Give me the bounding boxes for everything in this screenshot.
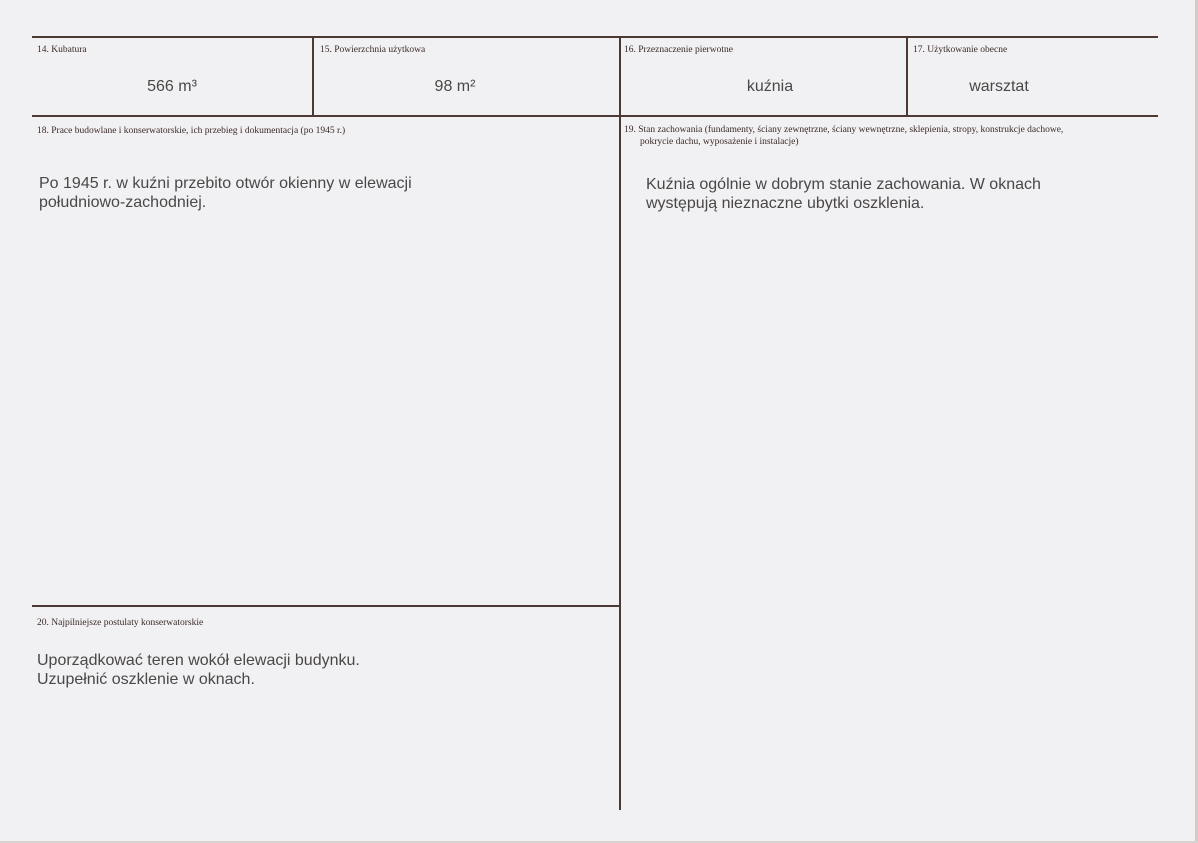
- uzytkowanie-label: 17. Użytkowanie obecne: [913, 45, 1008, 55]
- powierzchnia-label: 15. Powierzchnia użytkowa: [320, 45, 426, 55]
- stan-line-2: występują nieznaczne ubytki oszklenia.: [646, 195, 925, 212]
- prace-label: 18. Prace budowlane i konserwatorskie, ich przebieg i dokumentacja (po 1945 r.): [37, 126, 346, 136]
- stan-label-line-2: pokrycie dachu, wyposażenie i instalacje): [640, 137, 799, 147]
- uzytkowanie-value: warsztat: [969, 78, 1029, 95]
- header-divider-1: [312, 36, 314, 117]
- stan-label-line-1: 19. Stan zachowania (fundamenty, ściany zewnętrzne, ściany wewnętrzne, sklepienia, stropy, konstrukcje dachowe,: [624, 125, 1064, 135]
- top-rule: [32, 36, 1158, 38]
- header-bottom-rule: [32, 115, 1158, 117]
- main-center-divider: [619, 36, 621, 810]
- przeznaczenie-label: 16. Przeznaczenie pierwotne: [624, 45, 733, 55]
- postulaty-line-2: Uzupełnić oszklenie w oknach.: [37, 671, 255, 688]
- postulaty-line-1: Uporządkować teren wokół elewacji budynku.: [37, 652, 360, 669]
- przeznaczenie-value: kuźnia: [746, 78, 794, 95]
- powierzchnia-value: 98 m²: [434, 78, 476, 95]
- header-divider-3: [906, 36, 908, 117]
- postulaty-top-rule: [32, 605, 621, 607]
- kubatura-value: 566 m³: [147, 78, 197, 95]
- kubatura-label: 14. Kubatura: [37, 45, 87, 55]
- prace-line-2: południowo-zachodniej.: [39, 194, 207, 211]
- prace-line-1: Po 1945 r. w kuźni przebito otwór okienny w elewacji: [39, 175, 412, 192]
- stan-line-1: Kuźnia ogólnie w dobrym stanie zachowania. W oknach: [646, 176, 1041, 193]
- postulaty-label: 20. Najpilniejsze postulaty konserwatorskie: [37, 618, 204, 628]
